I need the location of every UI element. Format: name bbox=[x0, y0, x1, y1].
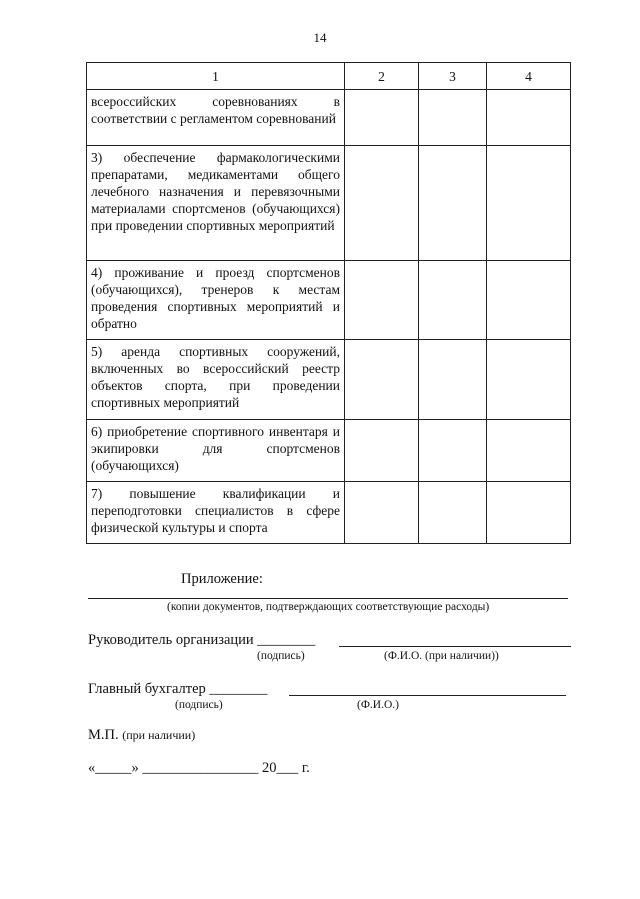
appendix-label: Приложение: bbox=[181, 571, 263, 587]
stamp-place bbox=[88, 727, 195, 744]
row-cell-3 bbox=[419, 261, 487, 340]
head-signature-caption: (подпись) bbox=[257, 650, 305, 662]
table-row bbox=[87, 146, 571, 261]
row-cell-3 bbox=[419, 420, 487, 482]
stamp-note: (при наличии) bbox=[122, 728, 196, 742]
column-header-4: 4 bbox=[487, 63, 571, 90]
head-signature-label: Руководитель организации ________ bbox=[88, 632, 316, 648]
expenses-table bbox=[86, 62, 571, 544]
row-description: 3) обеспечение фармакологическими препаратами, медикаментами общего лечебного назначения и перевязочными материалами спортсменов (обучающихся) при проведении спортивных мероприятий bbox=[87, 146, 345, 261]
page-number: 14 bbox=[313, 30, 327, 45]
head-name-line bbox=[339, 646, 571, 647]
column-header-2: 2 bbox=[345, 63, 419, 90]
row-cell-2 bbox=[345, 482, 419, 544]
row-cell-4 bbox=[487, 340, 571, 420]
appendix-caption: (копии документов, подтверждающих соответствующие расходы) bbox=[167, 601, 490, 613]
accountant-signature-label: Главный бухгалтер ________ bbox=[88, 681, 268, 697]
accountant-name-caption: (Ф.И.О.) bbox=[357, 699, 399, 711]
date-line: «_____» ________________ 20___ г. bbox=[88, 760, 310, 776]
column-header-3: 3 bbox=[419, 63, 487, 90]
row-description: 4) проживание и проезд спортсменов (обучающихся), тренеров к местам проведения спортивных мероприятий и обратно bbox=[87, 261, 345, 340]
row-cell-3 bbox=[419, 146, 487, 261]
accountant-name-line bbox=[289, 695, 566, 696]
table-row bbox=[87, 340, 571, 420]
table-row bbox=[87, 261, 571, 340]
accountant-signature-caption: (подпись) bbox=[175, 699, 223, 711]
row-cell-4 bbox=[487, 420, 571, 482]
row-description: 6) приобретение спортивного инвентаря и экипировки для спортсменов (обучающихся) bbox=[87, 420, 345, 482]
row-description: 7) повышение квалификации и переподготовки специалистов в сфере физической культуры и спорта bbox=[87, 482, 345, 544]
row-cell-2 bbox=[345, 146, 419, 261]
table-header-row bbox=[87, 63, 571, 90]
row-cell-3 bbox=[419, 340, 487, 420]
table-row bbox=[87, 482, 571, 544]
row-description: 5) аренда спортивных сооружений, включенных во всероссийский реестр объектов спорта, при проведении спортивных мероприятий bbox=[87, 340, 345, 420]
row-cell-3 bbox=[419, 482, 487, 544]
row-cell-2 bbox=[345, 261, 419, 340]
row-cell-4 bbox=[487, 146, 571, 261]
head-name-caption: (Ф.И.О. (при наличии)) bbox=[384, 650, 499, 662]
row-cell-2 bbox=[345, 90, 419, 146]
row-cell-2 bbox=[345, 340, 419, 420]
row-cell-4 bbox=[487, 90, 571, 146]
row-cell-3 bbox=[419, 90, 487, 146]
table-row bbox=[87, 90, 571, 146]
table-row bbox=[87, 420, 571, 482]
row-cell-2 bbox=[345, 420, 419, 482]
row-cell-4 bbox=[487, 482, 571, 544]
row-description: всероссийских соревнованиях в соответствии с регламентом соревнований bbox=[87, 90, 345, 146]
column-header-1: 1 bbox=[87, 63, 345, 90]
appendix-fill-line bbox=[88, 598, 568, 599]
stamp-label: М.П. bbox=[88, 727, 119, 743]
row-cell-4 bbox=[487, 261, 571, 340]
